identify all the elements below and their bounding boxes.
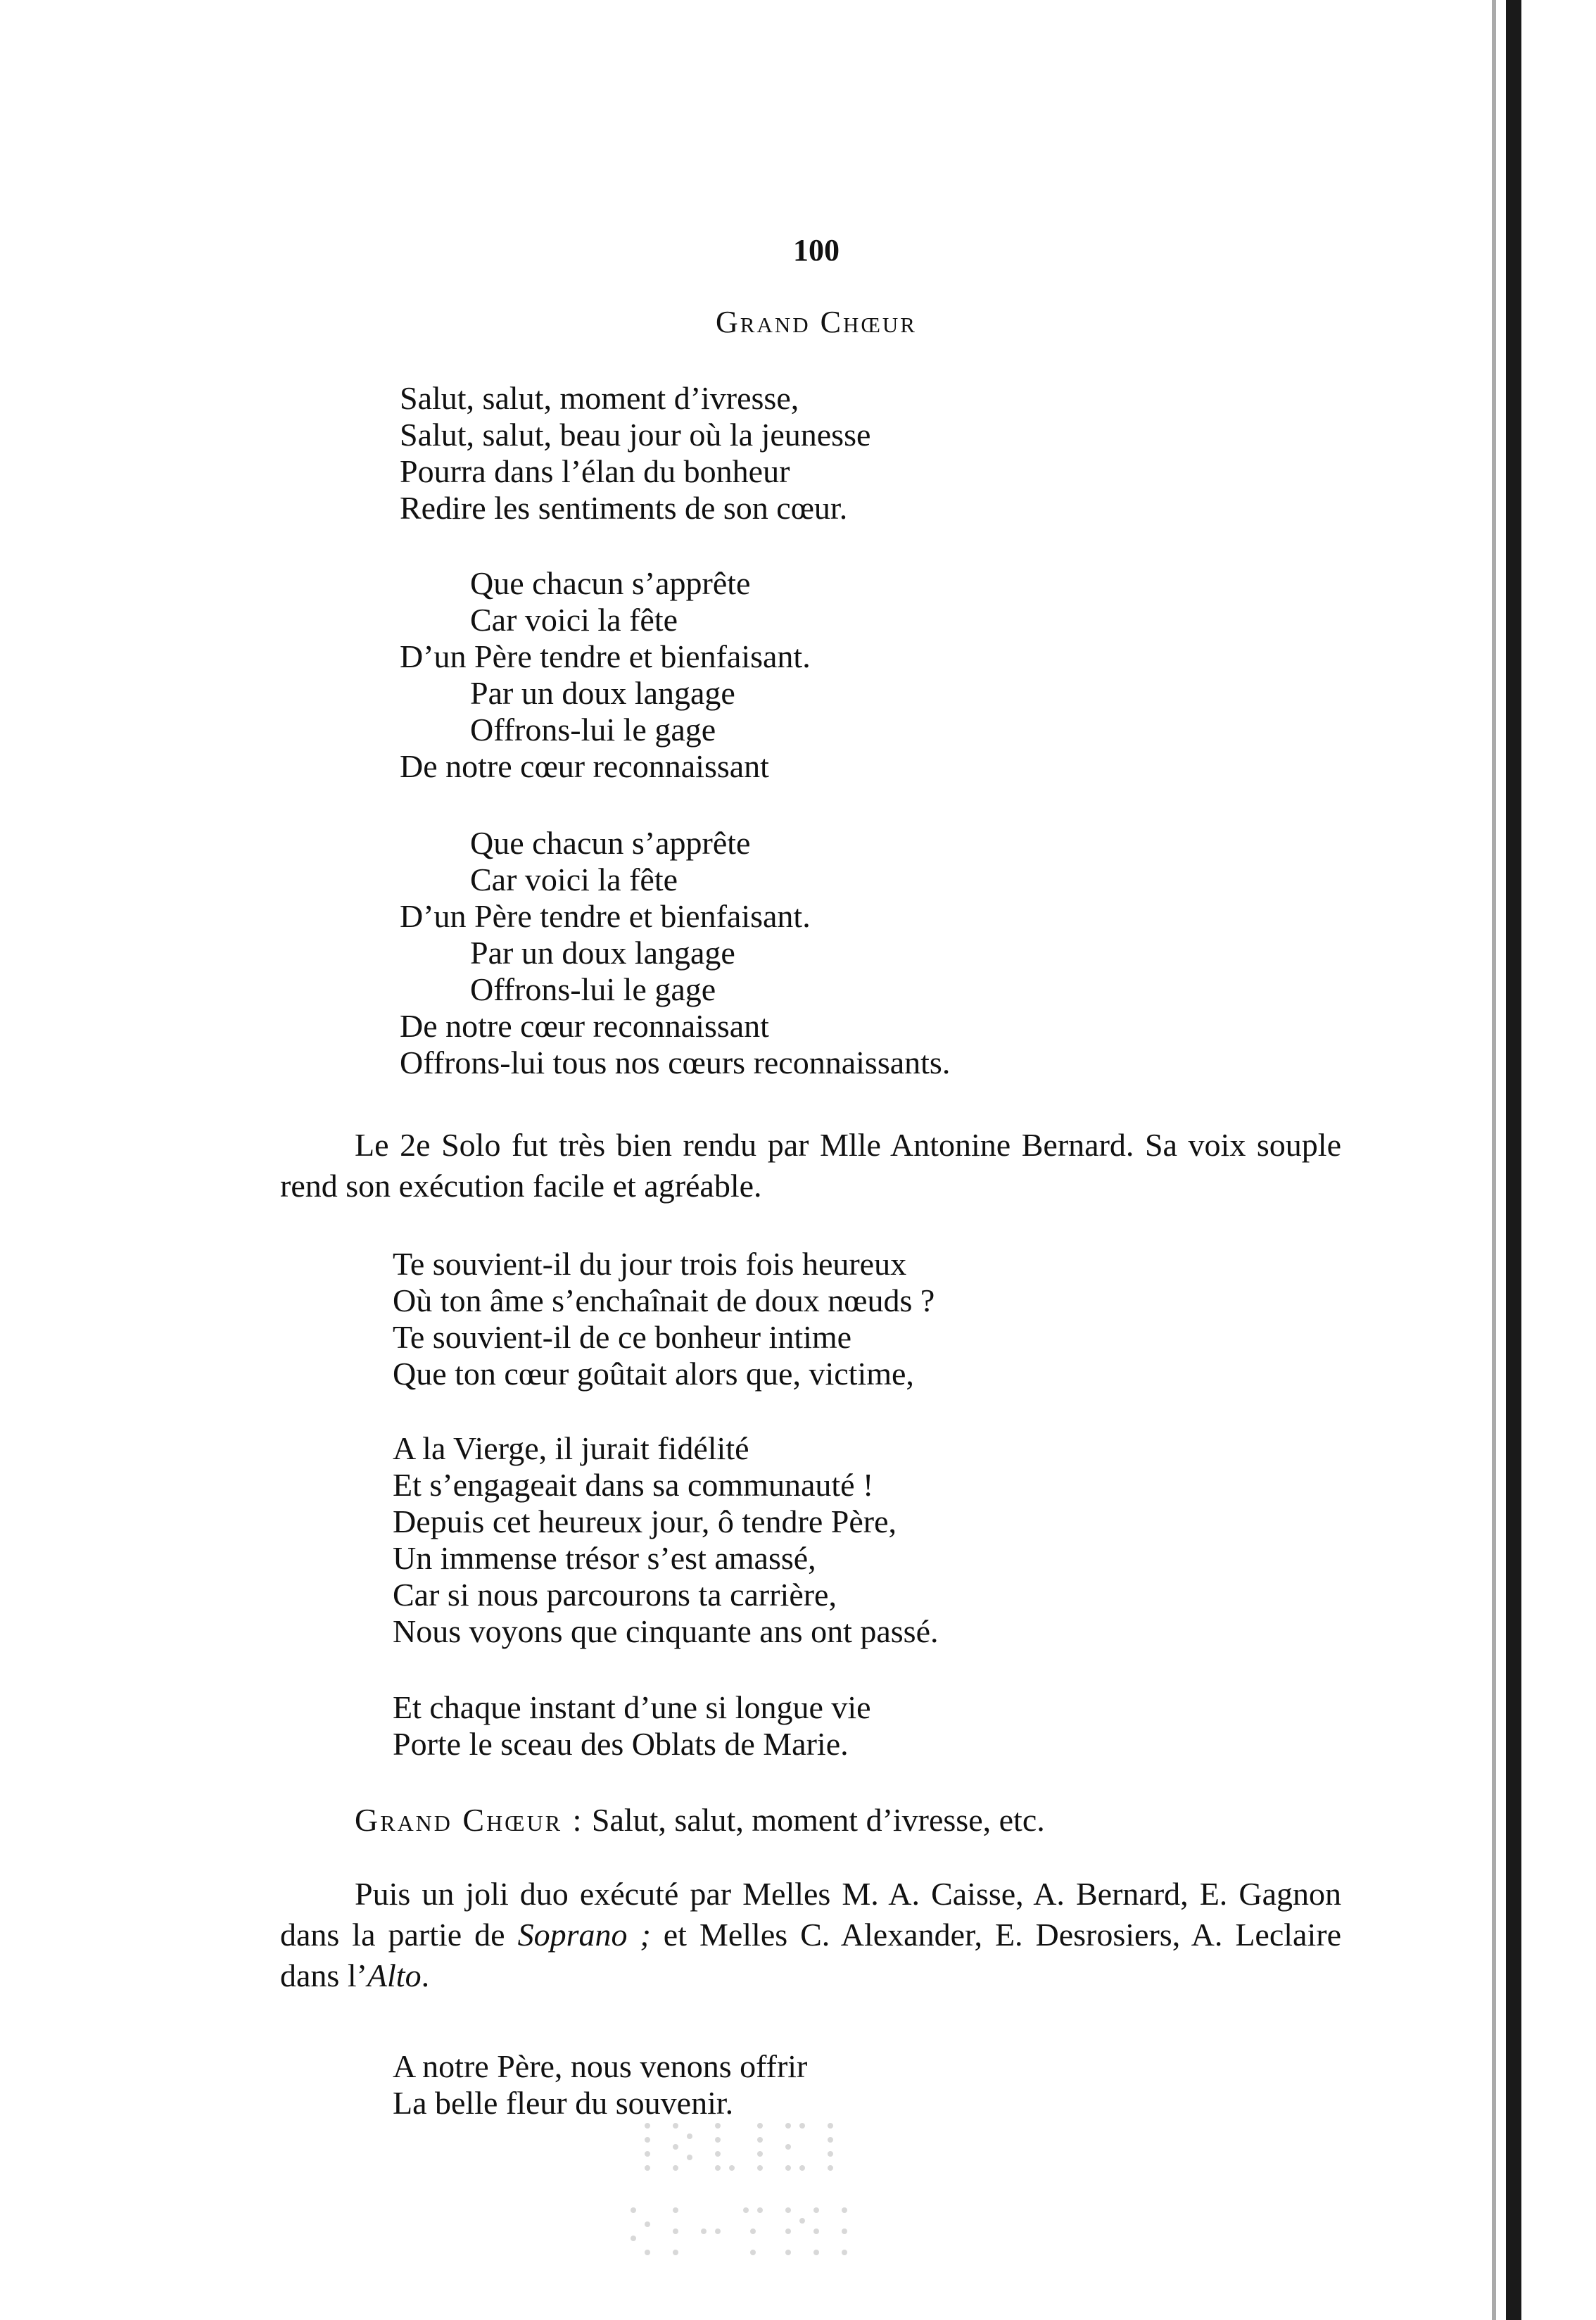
paragraph-text	[280, 1874, 1341, 1996]
stanza-5	[393, 1430, 939, 1650]
verse-line: Et s’engageait dans sa communauté !	[393, 1467, 874, 1503]
verse-line: De notre cœur reconnaissant	[400, 748, 769, 784]
library-stamp-watermark	[464, 2105, 971, 2267]
verse-line: Salut, salut, moment d’ivresse,	[400, 380, 799, 416]
verse-line: Et chaque instant d’une si longue vie	[393, 1689, 871, 1725]
verse-line: Un immense trésor s’est amassé,	[393, 1540, 816, 1576]
section-heading: Grand Chœur	[716, 305, 917, 339]
verse-line: Porte le sceau des Oblats de Marie.	[393, 1726, 849, 1762]
soprano-term: Soprano ;	[517, 1917, 651, 1953]
verse-line: D’un Père tendre et bienfaisant.	[400, 898, 811, 934]
verse-line: Depuis cet heureux jour, ô tendre Père,	[393, 1503, 897, 1539]
refrain-line	[355, 1802, 1045, 1839]
verse-line: Salut, salut, beau jour où la jeunesse	[400, 417, 871, 453]
verse-line: Où ton âme s’enchaînait de doux nœuds ?	[393, 1282, 935, 1318]
refrain-label: Grand Chœur :	[355, 1802, 584, 1838]
paragraph-solo	[280, 1125, 1341, 1206]
verse-line: A notre Père, nous venons offrir	[393, 2048, 808, 2084]
refrain	[355, 1802, 1045, 1839]
verse-line: A la Vierge, il jurait fidélité	[393, 1430, 749, 1466]
verse-line: Car voici la fête	[470, 602, 678, 638]
verse-line: Par un doux langage	[470, 935, 735, 971]
paragraph-text: Le 2e Solo fut très bien rendu par Mlle Antonine Bernard. Sa voix souple rend son exécution facile et agréable.	[280, 1127, 1341, 1204]
stanza-4	[393, 1246, 935, 1392]
paragraph-duo	[280, 1874, 1341, 1996]
stanza-1	[400, 380, 870, 527]
page-number: 100	[793, 233, 840, 267]
verse-line: Te souvient-il de ce bonheur intime	[393, 1319, 852, 1355]
stanza-6	[393, 1689, 871, 1763]
verse-line: Offrons-lui le gage	[470, 712, 716, 748]
paragraph-text-part: et Melles C. Alexander, E. Desrosiers, A. Leclaire dans l’	[280, 1917, 1341, 1993]
verse-line: La belle fleur du souvenir.	[393, 2085, 734, 2121]
verse-line: D’un Père tendre et bienfaisant.	[400, 638, 811, 674]
paragraph-text-part: Puis un joli duo exécuté par Melles M. A. Caisse, A. Bernard, E. Gagnon dans la partie de	[280, 1876, 1341, 1953]
verse-line: De notre cœur reconnaissant	[400, 1008, 769, 1044]
verse-line: Nous voyons que cinquante ans ont passé.	[393, 1613, 939, 1649]
verse-line: Que chacun s’apprête	[470, 565, 751, 601]
alto-term: Alto	[367, 1958, 422, 1993]
stanza-3	[400, 825, 950, 1081]
verse-line: Pourra dans l’élan du bonheur	[400, 453, 790, 489]
verse-line: Que ton cœur goûtait alors que, victime,	[393, 1356, 914, 1392]
scan-edge-shadow	[1492, 0, 1496, 2320]
verse-line: Redire les sentiments de son cœur.	[400, 490, 848, 526]
verse-line: Que chacun s’apprête	[470, 825, 751, 861]
verse-line: Car voici la fête	[470, 862, 678, 897]
refrain-text: Salut, salut, moment d’ivresse, etc.	[591, 1802, 1045, 1838]
paragraph-text-part: .	[421, 1958, 430, 1993]
verse-line: Car si nous parcourons ta carrière,	[393, 1577, 837, 1613]
verse-line: Te souvient-il du jour trois fois heureux	[393, 1246, 907, 1282]
stanza-2	[400, 565, 811, 785]
scan-edge-bar	[1506, 0, 1521, 2320]
verse-line: Offrons-lui le gage	[470, 971, 716, 1007]
verse-line: Offrons-lui tous nos cœurs reconnaissants.	[400, 1045, 951, 1080]
verse-line: Par un doux langage	[470, 675, 735, 711]
